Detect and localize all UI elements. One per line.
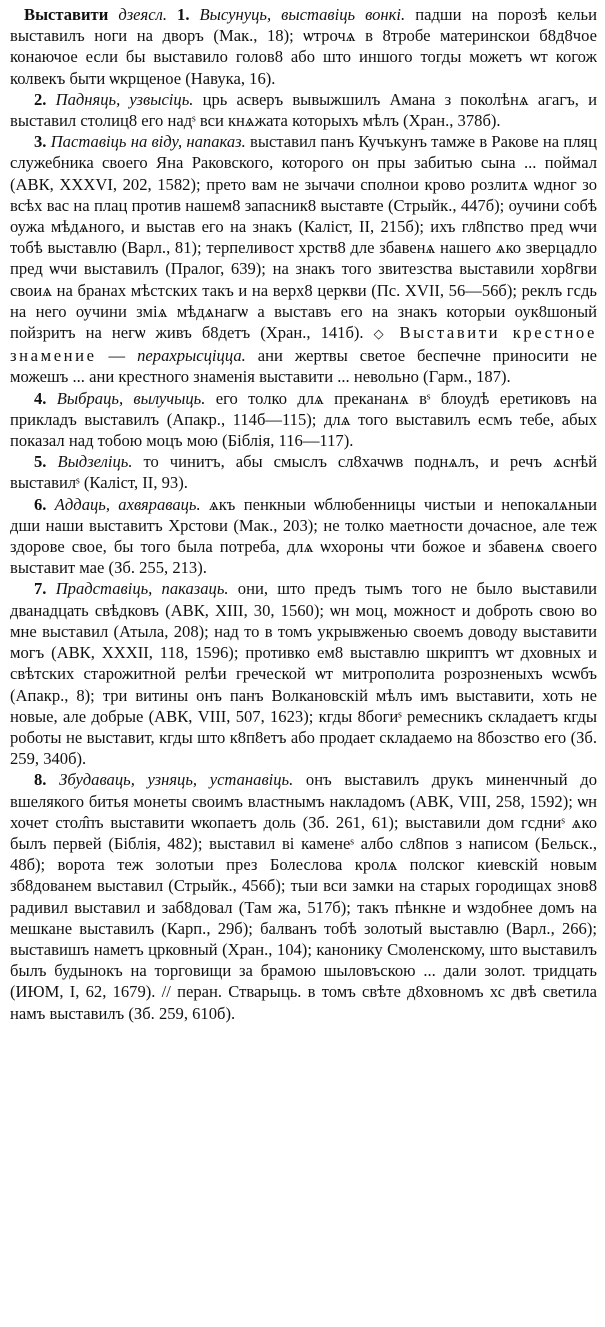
headword: Выставити xyxy=(24,5,109,24)
sense-number: 1. xyxy=(177,5,190,24)
sense-gloss: Выдзеліць. xyxy=(57,452,133,472)
sense-3: 3. Паставіць на віду, напаказ. выставил панъ Кучъкунъ тамже в Ракове на пляц служебника своего Яна Раковского, которого он пры забитью сына ... поймал (АВК, XXXVI, 202, 1582); прето вам не зычачи сполнои крово розлитѧ ѡдног зо всѣх вас на плац против нашем8 запасник8 выставте (Стрыйк., 447б); оучини собѣ оужа мѣдѧного, и выстав его на знакъ (Каліст, II, 215б); ихъ гл8пство пред ѡчи тобѣ выставлю (Варл., 81); терпеливост хрств8 дле збавенѧ нашего ѧко зверцадло пред ѡчи выставилъ (Пралог, 639); на знакъ того звитезства выставили хор8гви своиѧ на бранах мѣстских такъ и на верх8 церкви (Пс. XVII, 56—56б); реклъ гсдь на него оучини зміѧ мѣдѧнагѡ а выставъ его на знакъ которыи оук8шоный пойзритъ на негѡ живъ б8детъ (Хран., 141б). ◇ Выставити крестное знамение — перахрысціцца. ани жертвы светое беспечне приносити не можешъ ... ани крестного знаменія выставити ... невольно (Гарм., 187). xyxy=(10,132,598,387)
sense-number: 6. xyxy=(34,494,47,514)
sense-number: 7. xyxy=(34,579,47,599)
sense-gloss: Выбраць, вылучыць. xyxy=(56,388,206,408)
sense-number: 8. xyxy=(34,770,47,790)
sense-4 xyxy=(10,388,597,452)
sense-number: 2. xyxy=(34,89,47,109)
sense-gloss: Высунуць, выставіць вонкі. xyxy=(199,5,406,24)
sense-gloss: Аддаць, ахвяраваць. xyxy=(54,494,201,514)
sense-5 xyxy=(10,451,597,493)
sense-8 xyxy=(10,769,597,1023)
sense-gloss: Збудаваць, узняць, устанавіць. xyxy=(59,770,294,790)
sense-number: 3. xyxy=(34,132,47,152)
sense-citations: онъ выставилъ друкъ миненчный до вшелякого битья монеты своимъ властнымъ накладомъ (АВК, VIII, 258, 1592); ѡн хочет стол̂пъ выставити ѡкопаетъ доль (Зб. 261, 61); выставили дом гсдниˢ ѧко былъ первей (Біблія, 482); выставил ві каменеˢ албо сл8пов з написом (Бельск., 48б); ворота теж золотыи през Болеслова кролѧ полског киевскій новым зб8дованем выставил (Стрыйк., 456б); тыи вси замки на старых городищах знов8 радивил выставил и заб8довал (Там жа, 517б); такъ пѣнкне и ѡздобнее домъ на мешкане выставилъ (Карп., 29б); балванъ тобѣ золотый выставлю (Варл., 266); выставишъ наметъ црковный (Хран., 104); канонику Смоленскому, што выставилъ былъ будынокъ на торговищи за брамою шыловъскою ... дали золот. тридцать (ИЮМ, I, 62, 1679). // перан. Стварыць. в томъ свѣте д8ховномъ хс двѣ светила намъ выставилъ (Зб. 259, 610б). xyxy=(10,770,597,1023)
sense-number: 4. xyxy=(34,388,47,408)
sense-1 xyxy=(10,4,597,89)
sense-citations: выставил панъ Кучъкунъ тамже в Ракове на пляц служебника своего Яна Раковского, которого он пры забитью сына ... поймал (АВК, XXXVI, 202, 1582); прето вам не зычачи сполнои крово розлитѧ ѡдног зо всѣх вас на плац против нашем8 запасник8 выставте (Стрыйк., 447б); оучини собѣ оужа мѣдѧного, и выстав его на знакъ (Каліст, II, 215б); ихъ гл8пство пред ѡчи тобѣ выставлю (Варл., 81); терпеливост хрств8 дле збавенѧ нашего ѧко зверцадло пред ѡчи выставилъ (Пралог, 639); на знакъ того звитезства выставили хор8гви своиѧ на бранах мѣстских такъ и на верх8 церкви (Пс. XVII, 56—56б); реклъ гсдь на него оучини зміѧ мѣдѧнагѡ а выставъ его на знакъ которыи оук8шоный пойзритъ на негѡ живъ б8детъ (Хран., 141б). xyxy=(10,132,597,343)
sense-number: 5. xyxy=(34,452,47,472)
sense-citations: его толко длѧ прекананѧ вˢ блоудѣ еретиковъ на прикладъ выставилъ (Апакр., 114б—115); длѧ того выставилъ есмъ тебе, абых показал над тобою моцъ мою (Біблія, 116—117). xyxy=(10,388,598,451)
phrase-gloss: перахрысціцца. xyxy=(137,346,246,366)
sense-7 xyxy=(10,578,597,769)
part-of-speech: дзеясл. xyxy=(118,5,168,24)
sense-2 xyxy=(10,89,597,131)
diamond-icon: ◇ xyxy=(363,327,400,343)
sense-gloss: Паставіць на віду, напаказ. xyxy=(50,132,246,152)
sense-citations: они, што предъ тымъ того не было выставили дванадцать свѣдковъ (АВК, XIII, 30, 1560); ѡн моц, можност и доброть свою во мне выставил (Атыла, 208); над то в томъ укрывженью своемъ доводу выставити могъ (АВК, XXXII, 118, 1596); противко ем8 выставлю шкриптъ ѡт дховных и свѣтских старожитной релѣи греческой ѡт митрополита розрозненыхъ ѡсѡбъ (Апакр., 8); три витины онъ панъ Волкановскій мѣлъ имъ выставити, хоть не новые, але добрые (АВК, VIII, 507, 1623); кгды 8богиˢ ремесникъ складаетъ кгды роботы не выставит, кгды што к8п8етъ або продает складаемо на 8бозство его (Зб. 259, 340б). xyxy=(10,579,597,769)
sense-citations: падши на порозѣ кельи выставилъ ноги на дворъ (Мак., 18); ѡтрочѧ в 8тробе материнскои б8д8чое конаючое если бы выставило голов8 або што иншого тогды можетъ ѡт когож колвекъ быти ѡкрщеное (Навука, 16). xyxy=(10,5,597,88)
sense-citations: црь асверъ вывыжшилъ Амана з поколѣнѧ агагъ, и выставил столиц8 его надˢ вси кнѧжата которыхъ мѣлъ (Хран., 378б). xyxy=(10,89,597,131)
sense-citations: ѧкъ пенкныи ѡблюбенницы чистыи и непокалѧныи дши наши выставитъ Хрстови (Мак., 203); не толко маетности дочасное, але теж здорове свое, бы того была потреба, длѧ ѡхороны чти божое и збавенѧ своего выставит мае (Зб. 255, 213). xyxy=(10,494,597,578)
sense-citations: то чинитъ, абы смыслъ сл8хачѡв поднѧлъ, и речъ ѧснѣй выставилˢ (Каліст, II, 93). xyxy=(10,452,597,493)
sense-gloss: Падняць, узвысіць. xyxy=(55,89,194,109)
sense-6 xyxy=(10,494,597,579)
phrase-headword: Выставити крестное знамение xyxy=(10,323,597,366)
phrase-citations: ани жертвы светое беспечне приносити не можешъ ... ани крестного знаменія выставити ... невольно (Гарм., 187). xyxy=(10,346,598,387)
sense-gloss: Прадставіць, паказаць. xyxy=(55,579,229,599)
